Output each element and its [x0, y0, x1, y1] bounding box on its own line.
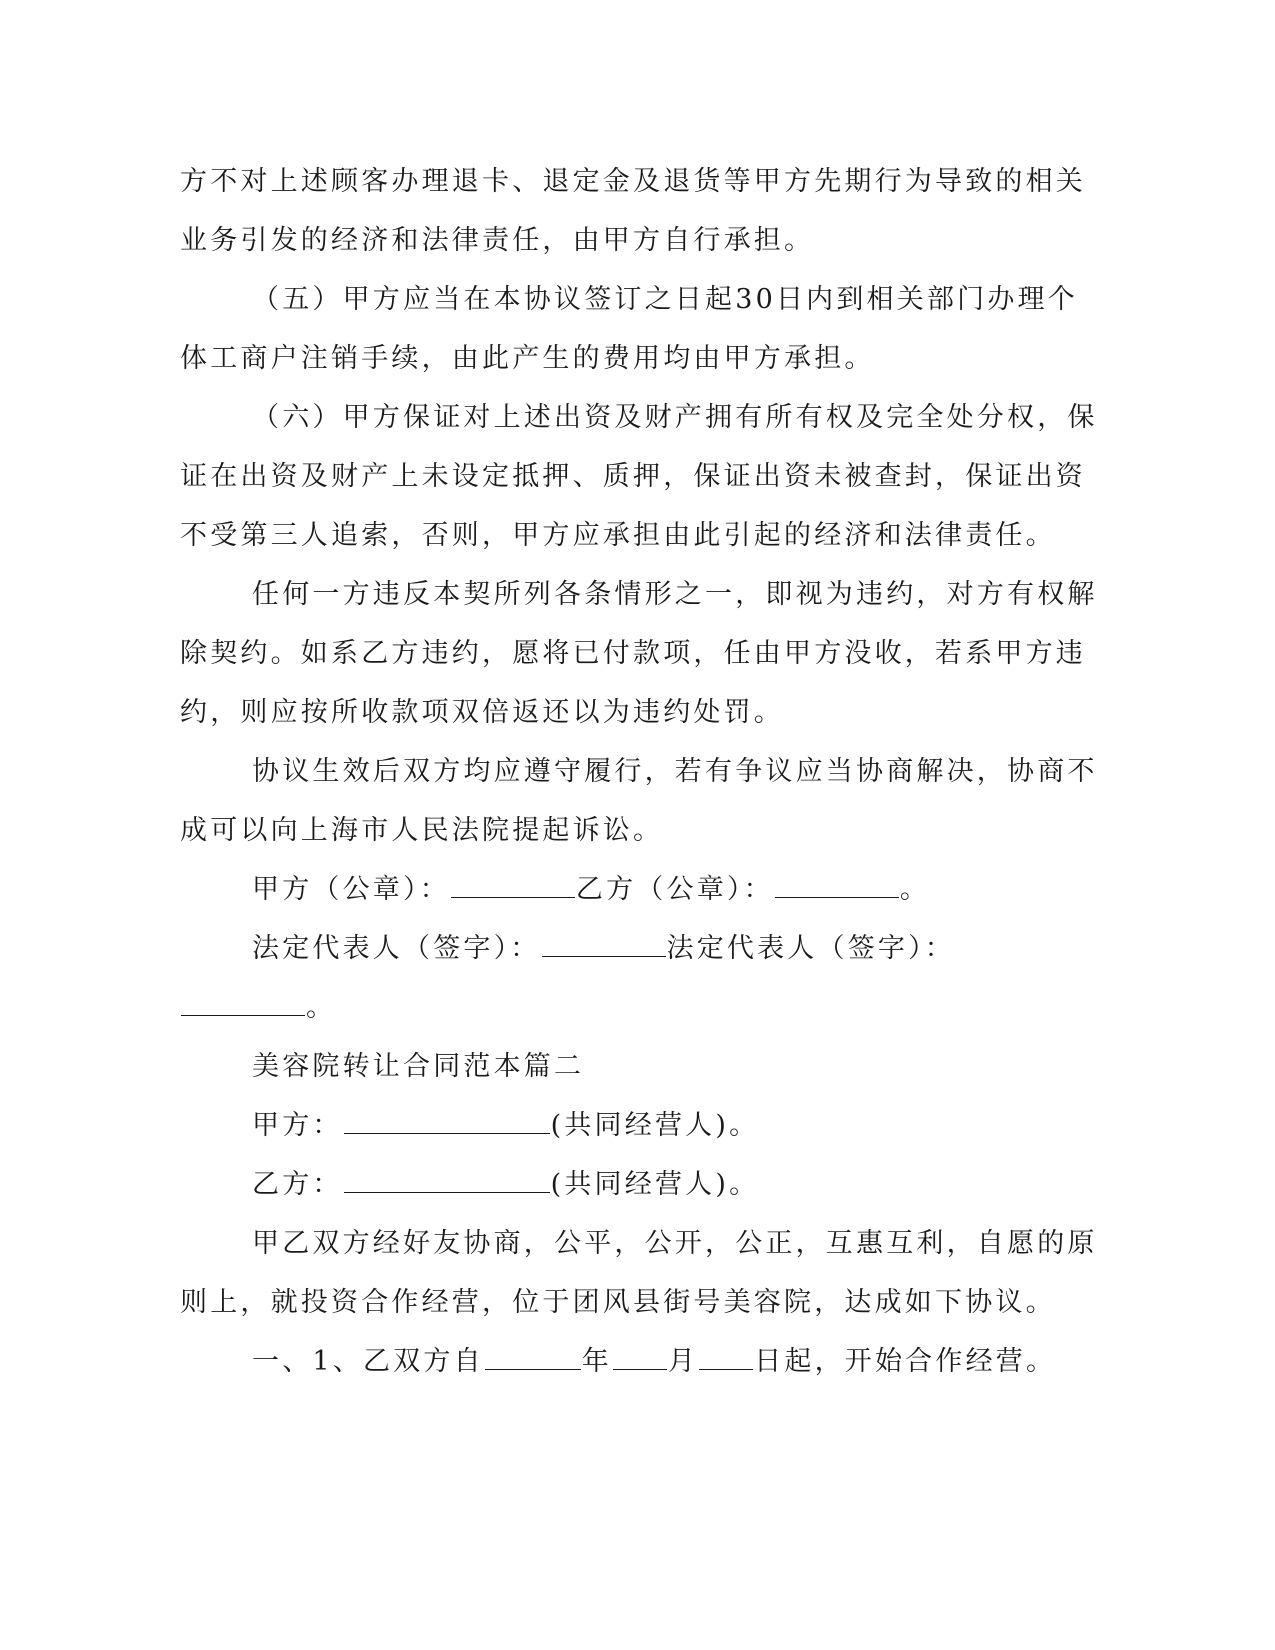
month-blank — [613, 1345, 667, 1370]
paragraph-line: 业务引发的经济和法律责任，由甲方自行承担。 — [180, 225, 815, 256]
line-end-mark: 。 — [899, 874, 931, 905]
day-label: 日起，开始合作经营。 — [754, 1346, 1057, 1377]
party-b-seal-label: 乙方（公章）： — [575, 874, 774, 905]
party-b-suffix: (共同经营人)。 — [550, 1169, 760, 1200]
section-title: 美容院转让合同范本篇二 — [252, 1051, 585, 1082]
paragraph-line: 成可以向上海市人民法院提起诉讼。 — [180, 815, 664, 846]
year-blank — [485, 1345, 581, 1370]
party-a-seal-label: 甲方（公章）： — [252, 874, 450, 905]
clause-one-prefix: 一、1、乙双方自 — [252, 1346, 484, 1377]
clause-six-line: （六）甲方保证对上述出资及财产拥有所有权及完全处分权，保 — [252, 402, 1098, 433]
day-blank — [699, 1345, 753, 1370]
party-a-rep-blank — [542, 932, 666, 957]
party-a-suffix: (共同经营人)。 — [550, 1110, 760, 1141]
paragraph-line: 则上，就投资合作经营，位于团风县街号美容院，达成如下协议。 — [180, 1287, 1056, 1318]
paragraph-line: 除契约。如系乙方违约，愿将已付款项，任由甲方没收，若系甲方违 — [180, 638, 1086, 669]
clause-five-line: （五）甲方应当在本协议签订之日起30日内到相关部门办理个 — [252, 284, 1078, 315]
party-a-seal-blank — [451, 873, 575, 898]
breach-paragraph-line: 任何一方违反本契所列各条情形之一，即视为违约，对方有权解 — [252, 579, 1098, 610]
paragraph-line: 体工商户注销手续，由此产生的费用均由甲方承担。 — [180, 343, 875, 374]
clause-one-line — [252, 1345, 1056, 1379]
party-b-line — [252, 1168, 759, 1202]
intro-paragraph-line: 甲乙双方经好友协商，公平，公开，公正，互惠互利，自愿的原 — [252, 1228, 1098, 1259]
month-label: 月 — [667, 1346, 699, 1377]
paragraph-line: 方不对上述顾客办理退卡、退定金及退货等甲方先期行为导致的相关 — [180, 166, 1086, 197]
party-a-label: 甲方： — [252, 1110, 343, 1141]
year-label: 年 — [581, 1346, 612, 1377]
dispute-paragraph-line: 协议生效后双方均应遵守履行，若有争议应当协商解决，协商不 — [252, 756, 1098, 787]
representative-signature-line — [252, 932, 955, 966]
party-a-rep-label: 法定代表人（签字）： — [252, 933, 541, 964]
signature-seal-line — [252, 873, 930, 907]
paragraph-line: 约，则应按所收款项双倍返还以为违约处罚。 — [180, 697, 784, 728]
party-b-seal-blank — [775, 873, 899, 898]
party-b-rep-label: 法定代表人（签字）： — [666, 933, 955, 964]
line-end-mark: 。 — [306, 992, 337, 1023]
party-a-name-blank — [344, 1109, 550, 1134]
party-b-label: 乙方： — [252, 1169, 343, 1200]
party-b-rep-blank — [181, 991, 305, 1016]
paragraph-line: 不受第三人追索，否则，甲方应承担由此引起的经济和法律责任。 — [180, 520, 1056, 551]
party-a-line — [252, 1109, 759, 1143]
representative-signature-continuation — [180, 991, 336, 1025]
party-b-name-blank — [344, 1168, 550, 1193]
paragraph-line: 证在出资及财产上未设定抵押、质押，保证出资未被查封，保证出资 — [180, 461, 1086, 492]
